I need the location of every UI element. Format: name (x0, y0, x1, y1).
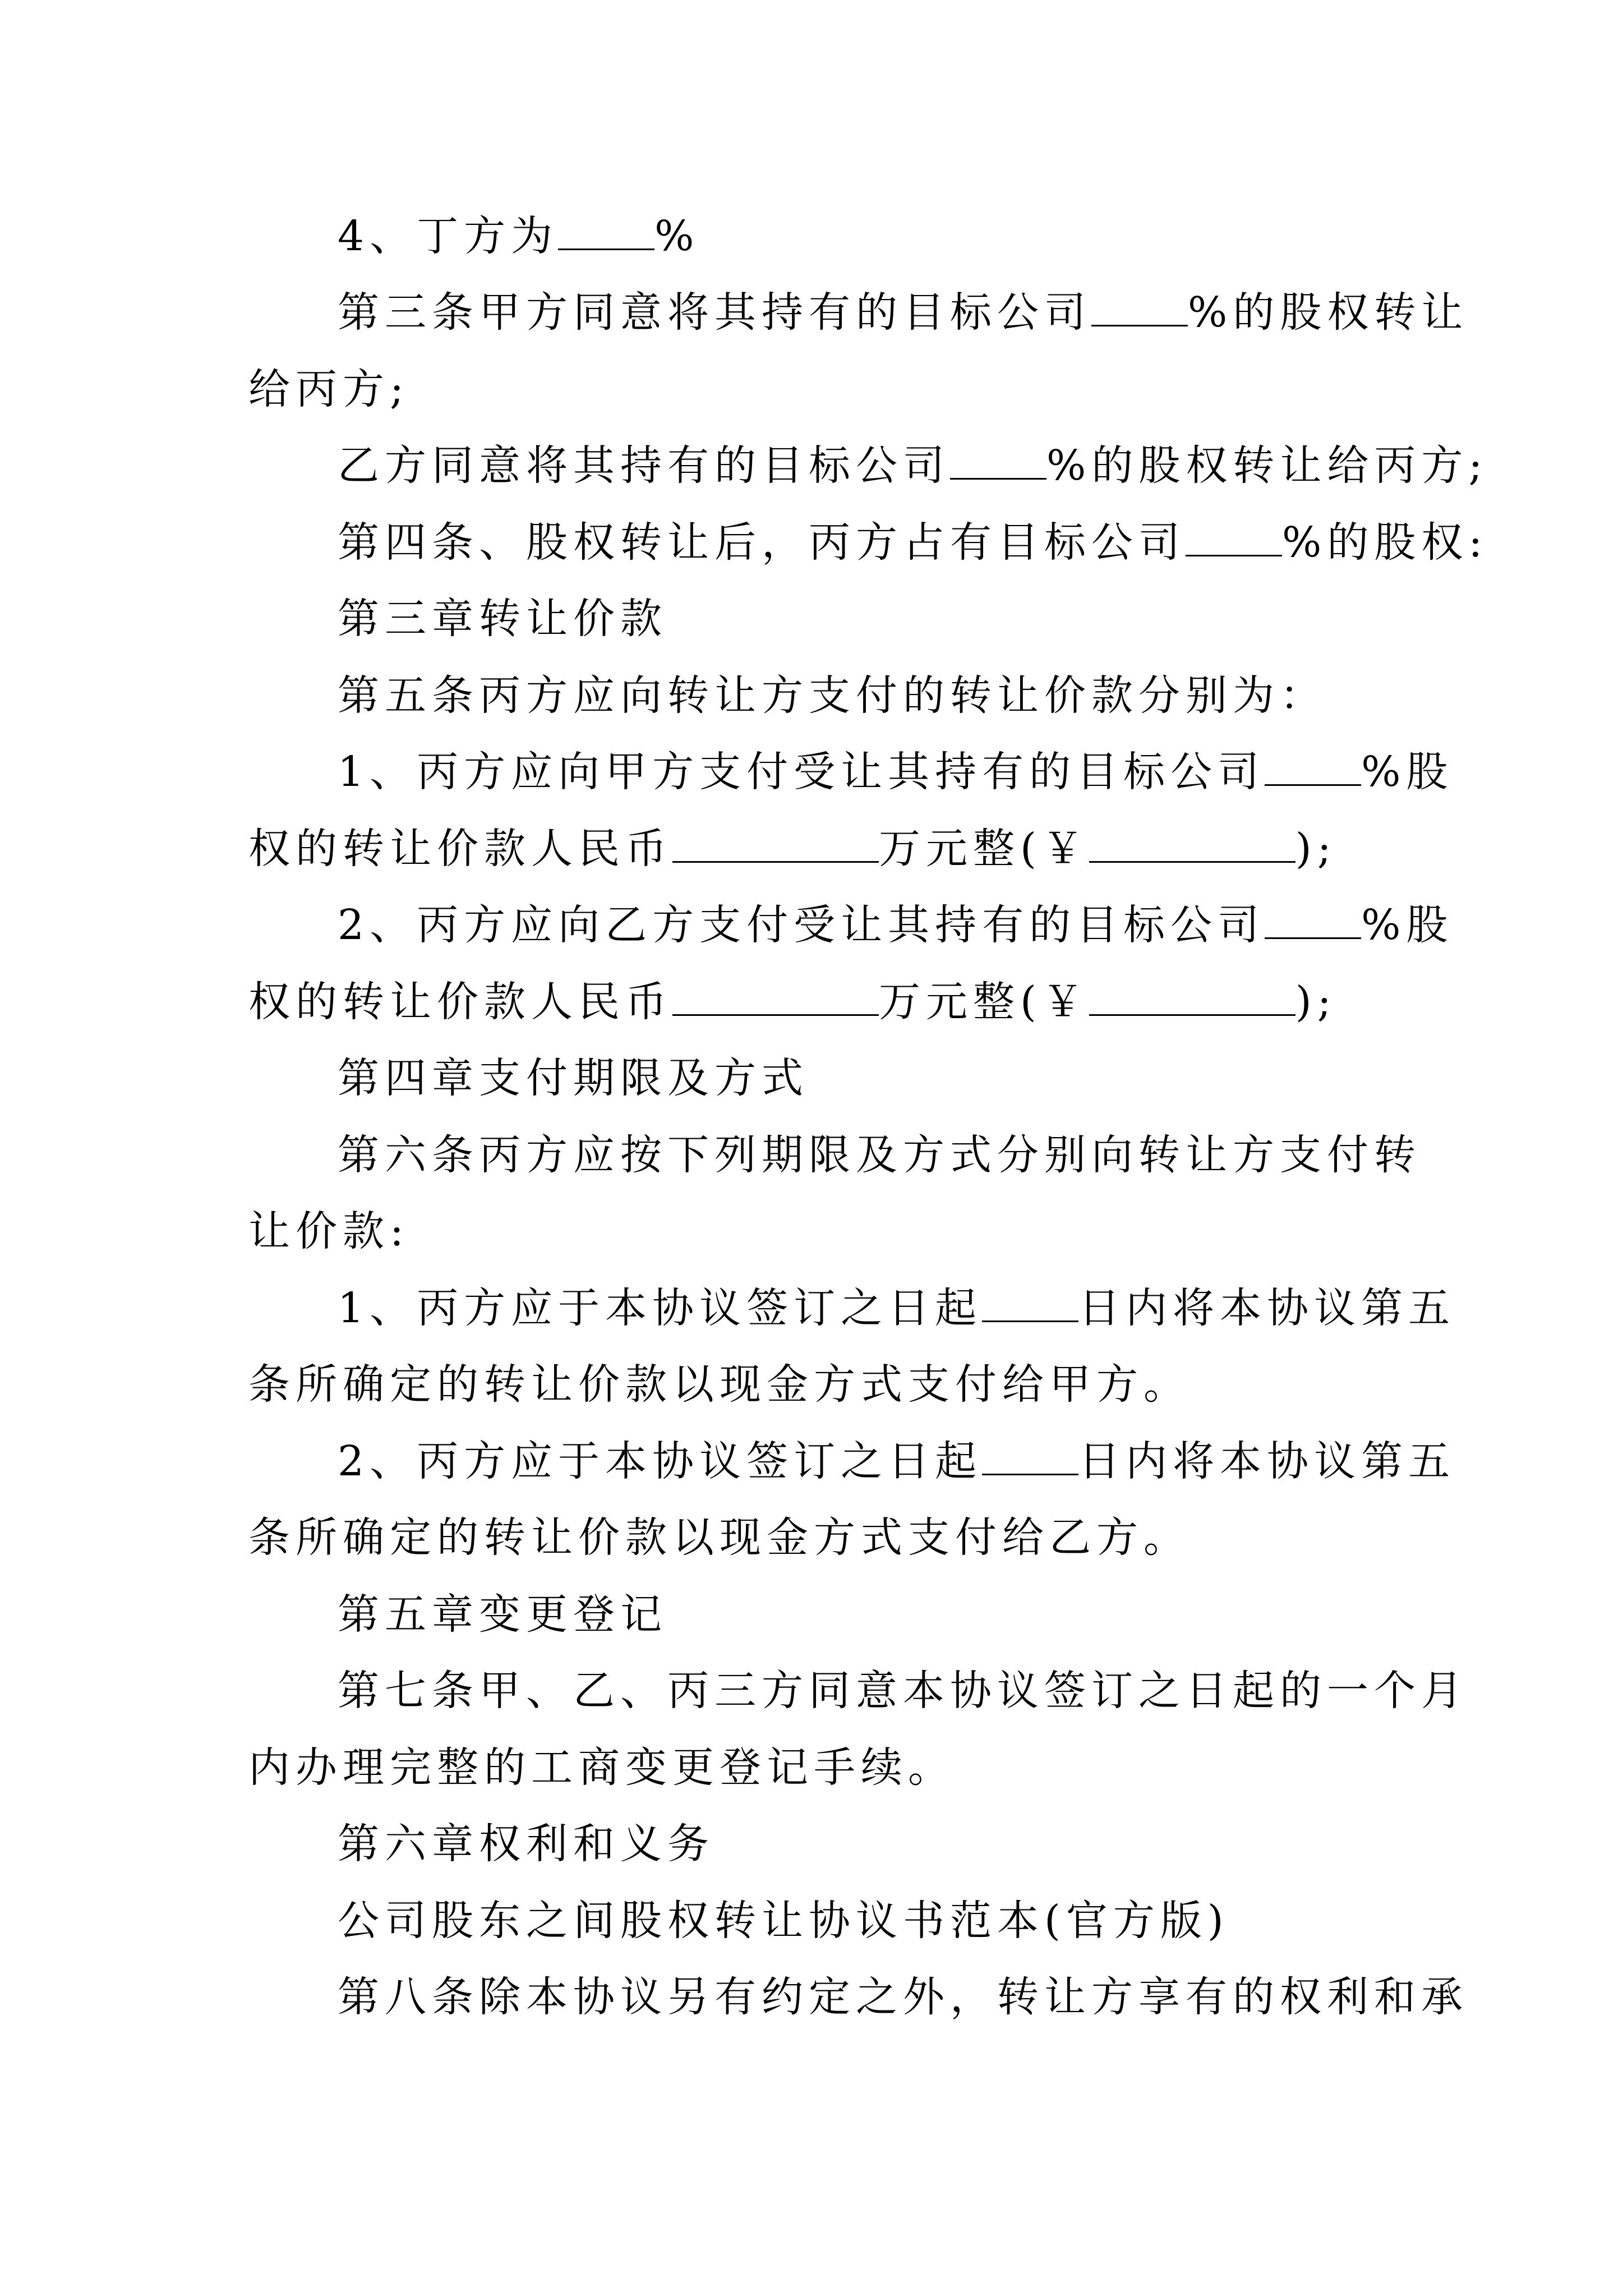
clause-line (248, 821, 1337, 877)
line-text: 乙方同意将其持有的目标公司 (338, 441, 950, 490)
fill-blank (672, 821, 879, 863)
chapter-heading: 第六章权利和义务 (338, 1820, 714, 1868)
fill-blank (1186, 514, 1282, 556)
line-text: 第四条、股权转让后，丙方占有目标公司 (338, 518, 1186, 567)
clause-line (338, 438, 1488, 494)
line-text: 2、丙方应于本协议签订之日起 (338, 1437, 983, 1485)
line-text: % (654, 212, 700, 260)
chapter-heading: 第三章转让价款 (338, 595, 667, 643)
clause-line: 第八条除本协议另有约定之外，转让方享有的权利和承 (338, 1973, 1468, 2021)
line-text: 日内将本协议第五 (1078, 1284, 1456, 1332)
clause-line: 第七条甲、乙、丙三方同意本协议签订之日起的一个月 (338, 1667, 1468, 1715)
line-text: 1、丙方应于本协议签订之日起 (338, 1284, 983, 1332)
document-title-line: 公司股东之间股权转让协议书范本(官方版) (338, 1897, 1229, 1945)
fill-blank (1089, 821, 1295, 863)
line-text: 万元整(￥ (879, 978, 1089, 1026)
line-text: 2、丙方应向乙方支付受让其持有的目标公司 (338, 901, 1265, 949)
clause-line: 给丙方; (248, 365, 409, 413)
clause-line (338, 514, 1488, 570)
clause-line (338, 208, 699, 264)
fill-blank (1091, 284, 1188, 326)
fill-blank (982, 1280, 1078, 1322)
fill-blank (1265, 897, 1361, 939)
line-text: %的股权转让 (1188, 288, 1469, 337)
chapter-heading: 第五章变更登记 (338, 1590, 667, 1639)
line-text: 权的转让价款人民币 (248, 978, 672, 1026)
line-text: ); (1295, 825, 1337, 873)
line-text: %股 (1361, 901, 1454, 949)
chapter-heading: 第四章支付期限及方式 (338, 1054, 809, 1102)
clause-line (338, 1280, 1455, 1336)
line-text: 万元整(￥ (879, 825, 1089, 873)
clause-line (338, 1433, 1455, 1489)
clause-line: 让价款: (248, 1207, 409, 1255)
line-text: %的股权: (1282, 518, 1488, 567)
clause-line (338, 284, 1468, 341)
line-text: %股 (1361, 748, 1454, 796)
line-text: 权的转让价款人民币 (248, 825, 672, 873)
line-text: ); (1295, 978, 1337, 1026)
fill-blank (1265, 744, 1361, 786)
line-text: 4、丁方为 (338, 212, 559, 260)
clause-line (338, 744, 1453, 800)
line-text: 第三条甲方同意将其持有的目标公司 (338, 288, 1091, 337)
clause-line: 条所确定的转让价款以现金方式支付给甲方。 (248, 1360, 1191, 1409)
clause-line: 内办理完整的工商变更登记手续。 (248, 1743, 955, 1792)
clause-line: 第五条丙方应向转让方支付的转让价款分别为： (338, 671, 1327, 720)
fill-blank (672, 974, 879, 1016)
fill-blank (982, 1433, 1078, 1475)
line-text: 日内将本协议第五 (1078, 1437, 1456, 1485)
fill-blank (558, 208, 654, 250)
line-text: 1、丙方应向甲方支付受让其持有的目标公司 (338, 748, 1265, 796)
clause-line (338, 897, 1453, 953)
clause-line: 条所确定的转让价款以现金方式支付给乙方。 (248, 1513, 1191, 1562)
fill-blank (950, 438, 1046, 480)
clause-line (248, 974, 1337, 1030)
fill-blank (1089, 974, 1295, 1016)
clause-line: 第六条丙方应按下列期限及方式分别向转让方支付转 (338, 1131, 1421, 1179)
line-text: %的股权转让给丙方; (1046, 441, 1488, 490)
